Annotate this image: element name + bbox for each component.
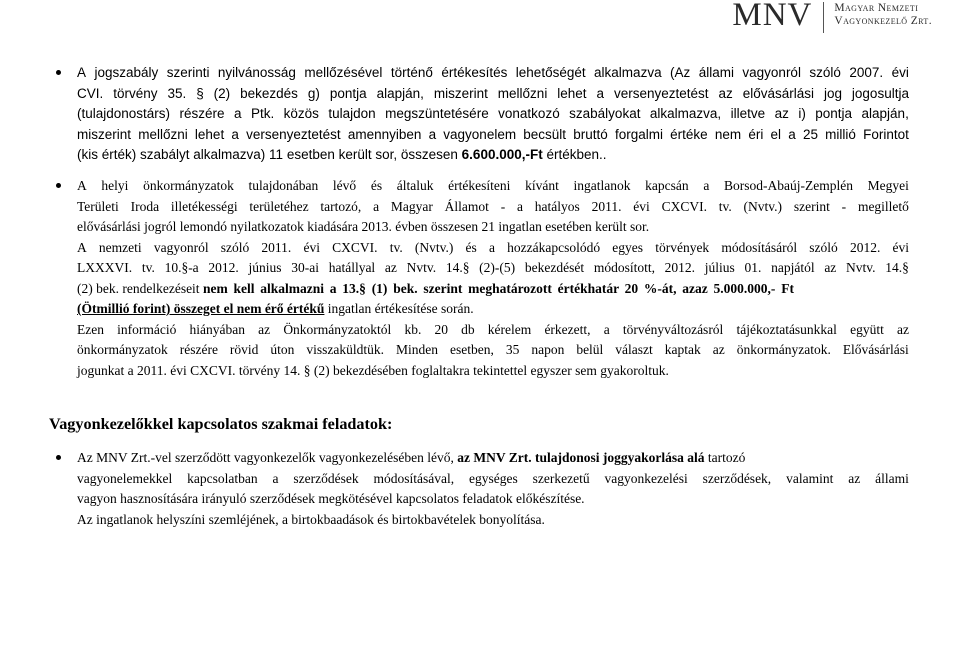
text-segment xyxy=(77,176,909,197)
word: vagyonról xyxy=(153,239,209,255)
word: miszerint xyxy=(433,85,488,101)
word: módosításával, xyxy=(373,470,455,486)
word: valamint xyxy=(786,470,834,486)
word: szóló xyxy=(809,239,838,255)
word: Ptk. xyxy=(250,106,275,121)
word: az xyxy=(848,470,861,486)
word: 25 xyxy=(802,126,818,142)
word: mellőzésével xyxy=(304,65,383,80)
text-line xyxy=(77,197,909,218)
text-line xyxy=(77,340,909,361)
word: az xyxy=(897,321,909,337)
word: hatállyal xyxy=(328,260,376,275)
word: önkormányzatok. xyxy=(736,342,831,357)
word: (2) xyxy=(213,85,231,101)
amount-bold: 6.600.000,-Ft xyxy=(461,147,543,162)
word: alkalmazva, xyxy=(649,106,722,121)
word: becsült xyxy=(523,126,567,142)
word: Ezen xyxy=(77,321,104,337)
word: bekezdését xyxy=(524,260,585,275)
section-heading: Vagyonkezelőkkel kapcsolatos szakmai feladatok: xyxy=(49,415,393,433)
word: az xyxy=(774,106,789,121)
word: állami xyxy=(698,65,734,80)
word: bekezdés xyxy=(240,85,298,101)
word: (Az xyxy=(670,65,691,80)
word: Magyar xyxy=(390,198,433,214)
word: db xyxy=(461,321,475,337)
bold-threshold-text: nem kell alkalmazni a 13.§ (1) bek. szerint meghatározott értékhatár 20 %-át, azaz 5.000.000,- Ft xyxy=(202,280,794,296)
word: (2)-(5) xyxy=(479,260,516,275)
word: Forintot xyxy=(863,126,909,142)
word: alkalmazva xyxy=(594,65,662,80)
word: közös xyxy=(283,106,319,121)
word: június xyxy=(248,260,282,275)
word: 35. xyxy=(167,85,187,101)
word: önkormányzatok xyxy=(77,342,168,357)
word: lehet xyxy=(194,126,225,142)
word: tájékoztatásunkkal xyxy=(736,321,837,337)
text-segment xyxy=(77,104,909,125)
word: mellőzni xyxy=(138,126,188,142)
text-line xyxy=(77,361,909,382)
word: hiányában xyxy=(189,321,246,337)
word: szóló xyxy=(220,239,250,255)
word: napjától xyxy=(771,260,815,275)
word: és xyxy=(370,178,383,193)
word: A xyxy=(77,239,87,255)
text-segment xyxy=(77,469,909,490)
word: esetben, xyxy=(450,342,494,357)
word: választ xyxy=(615,342,653,357)
text-segment: (kis érték) szabályt alkalmazva) 11 esetben került sor, összesen xyxy=(77,147,462,162)
word: vagyonelemekkel xyxy=(77,470,173,486)
word: évi xyxy=(891,65,909,80)
text-line xyxy=(77,104,909,125)
word: versenyeztetést xyxy=(246,126,341,142)
word: elővásárlási xyxy=(742,85,814,101)
text-line xyxy=(77,510,909,531)
text-segment xyxy=(77,320,909,341)
word: jogszabály xyxy=(94,65,159,80)
word: szerint xyxy=(793,198,830,214)
word: jogosultja xyxy=(851,85,909,101)
text-segment: Az MNV Zrt.-vel szerződött vagyonkezelők vagyonkezelésében lévő, xyxy=(77,450,458,465)
word: a xyxy=(517,198,523,214)
word: miszerint xyxy=(77,126,132,142)
word: Elővásárlási xyxy=(842,342,909,357)
word: kívánt xyxy=(525,178,559,193)
word: szerződések xyxy=(293,470,359,486)
word: a xyxy=(788,126,796,142)
word: évi xyxy=(633,198,650,214)
word: Borsod-Abaúj-Zemplén xyxy=(724,178,853,193)
word: részére xyxy=(179,106,225,121)
text-line xyxy=(77,145,909,166)
word: kb. xyxy=(404,321,422,337)
text-line xyxy=(77,217,909,238)
word: kapcsán xyxy=(645,178,689,193)
word: a xyxy=(703,178,710,193)
bold-underlined-text: (Ötmillió forint) összeget el nem érő értékű xyxy=(77,301,325,316)
bullet-dot xyxy=(56,183,61,188)
text-line xyxy=(77,489,909,510)
word: visszaküldtük. xyxy=(306,342,385,357)
word: egyes xyxy=(612,239,644,255)
word: évi xyxy=(892,239,909,255)
word: CXCVI. xyxy=(332,239,378,255)
word: a xyxy=(272,470,279,486)
word: vonatkozó xyxy=(498,106,560,121)
word: egységes xyxy=(469,470,518,486)
word: tulajdon xyxy=(328,106,376,121)
word: tartozó, xyxy=(320,198,362,214)
text-segment xyxy=(77,84,909,105)
word: (Nvtv.) xyxy=(414,239,454,255)
word: el xyxy=(770,126,782,142)
word: szerinti xyxy=(166,65,210,80)
word: alapján, xyxy=(861,106,909,121)
word: vagyonról xyxy=(742,65,801,80)
text-segment: tartozó xyxy=(704,450,746,465)
word: amennyiben xyxy=(347,126,422,142)
word: hatályos xyxy=(534,198,580,214)
word: nyilvánosság xyxy=(217,65,296,80)
word: pontja xyxy=(329,85,367,101)
word: 30-ai xyxy=(291,260,319,275)
text-line xyxy=(77,469,909,490)
word: értékesítés xyxy=(441,65,508,80)
word: mellőzni xyxy=(497,85,548,101)
list-item-text xyxy=(77,63,909,166)
text-line xyxy=(77,63,909,84)
word: érkezett, xyxy=(544,321,591,337)
word: önkormányzatok xyxy=(143,178,234,193)
text-line xyxy=(77,279,909,300)
text-segment xyxy=(77,197,909,218)
word: lehetőségét xyxy=(515,65,586,80)
word: A xyxy=(77,65,87,80)
word: § xyxy=(196,85,204,101)
mnv-logo xyxy=(732,0,932,33)
bullet-dot xyxy=(56,455,61,460)
word: illetékességi xyxy=(170,198,238,214)
word: 35 xyxy=(505,342,520,357)
word: és xyxy=(465,239,477,255)
word: éri xyxy=(748,126,764,142)
word: napon xyxy=(531,342,565,357)
text-segment: Az ingatlanok helyszíni szemléjének, a birtokbaadások és birtokbavételek bonyolítása. xyxy=(77,511,545,527)
word: CXCVI. xyxy=(661,198,707,214)
word: kérelem xyxy=(487,321,532,337)
word: tv. xyxy=(141,260,155,275)
word: a xyxy=(233,106,242,121)
logo-divider xyxy=(823,2,824,33)
word: tulajdonában xyxy=(248,178,319,193)
word: Nvtv. xyxy=(846,260,876,275)
word: nem xyxy=(714,126,742,142)
word: megszüntetésére xyxy=(385,106,489,121)
word: 14.§ xyxy=(445,260,470,275)
word: az xyxy=(258,321,271,337)
word: Önkormányzatoktól xyxy=(283,321,392,337)
word: úton xyxy=(270,342,295,357)
word: szerződések, xyxy=(702,470,772,486)
word: versenyeztetést xyxy=(613,85,709,101)
word: szerkezetű xyxy=(532,470,590,486)
word: 2012. xyxy=(664,260,696,275)
logo-mark: MNV xyxy=(732,0,813,33)
word: jog xyxy=(823,85,842,101)
word: millió xyxy=(825,126,856,142)
text-segment xyxy=(77,238,909,259)
word: az xyxy=(718,85,733,101)
word: törvény xyxy=(113,85,158,101)
word: a xyxy=(603,321,610,337)
word: az xyxy=(712,342,725,357)
text-segment xyxy=(77,63,909,84)
word: értékesíteni xyxy=(448,178,511,193)
list-item-text xyxy=(77,448,909,530)
text-line xyxy=(77,258,909,279)
word: i) xyxy=(798,106,806,121)
text-line xyxy=(77,238,909,259)
word: 2011. xyxy=(591,198,622,214)
word: 2012. xyxy=(208,260,239,275)
text-segment: értékben.. xyxy=(542,147,607,162)
word: Területi xyxy=(77,198,119,214)
word: törvényváltozásról xyxy=(622,321,724,337)
word: helyi xyxy=(101,178,129,193)
word: tv. xyxy=(389,239,403,255)
word: (Nvtv.) xyxy=(743,198,783,214)
logo-line-2: Vagyonkezelő Zrt. xyxy=(834,15,932,27)
text-line xyxy=(77,176,909,197)
word: az xyxy=(384,260,397,275)
word: általuk xyxy=(396,178,434,193)
text-line xyxy=(77,125,909,146)
word: belül xyxy=(576,342,604,357)
word: módosításáról xyxy=(721,239,798,255)
word: kaptak xyxy=(664,342,701,357)
word: alapján, xyxy=(376,85,424,101)
word: módosított, xyxy=(593,260,655,275)
word: tv. xyxy=(718,198,732,214)
word: illetve xyxy=(730,106,766,121)
word: Megyei xyxy=(867,178,909,193)
word: az xyxy=(824,260,837,275)
word: július xyxy=(704,260,735,275)
logo-line-1: Magyar Nemzeti xyxy=(834,2,919,14)
word: - xyxy=(500,198,506,214)
text-segment: jogunkat a 2011. évi CXCVI. törvény 14. § (2) bekezdésében foglaltakra tekintettel egyszer sem gyakoroltuk. xyxy=(77,362,669,378)
word: A xyxy=(77,178,87,193)
word: nemzeti xyxy=(98,239,142,255)
word: 01. xyxy=(744,260,762,275)
word: információ xyxy=(117,321,177,337)
word: szóló xyxy=(809,65,841,80)
logo-company-name xyxy=(834,0,932,28)
word: ingatlanok xyxy=(573,178,631,193)
word: 20 xyxy=(434,321,448,337)
word: a xyxy=(428,126,437,142)
word: Iroda xyxy=(130,198,160,214)
word: Államot xyxy=(444,198,489,214)
word: vagyonkezelési xyxy=(604,470,688,486)
text-segment: vagyon hasznosítására irányuló szerződések megkötésével kapcsolatos feladatok előkészítése. xyxy=(77,491,585,506)
word: g) xyxy=(307,85,320,101)
word: évi xyxy=(303,239,320,255)
text-segment: ingatlan értékesítése során. xyxy=(324,301,474,316)
text-segment: elővásárlási jogról lemondó nyilatkozatok kiadására 2013. évben összesen 21 ingatlan esetében került sor. xyxy=(77,219,650,234)
word: történő xyxy=(390,65,433,80)
word: pontja xyxy=(815,106,853,121)
word: a xyxy=(231,126,239,142)
text-line xyxy=(77,299,909,320)
word: együtt xyxy=(850,321,884,337)
text-segment: (2) bek. rendelkezéseit xyxy=(77,280,203,296)
list-item-text xyxy=(77,176,909,381)
word: CVI. xyxy=(77,85,104,101)
word: vagyonelem xyxy=(443,126,517,142)
word: 2011. xyxy=(261,239,292,255)
word: értéke xyxy=(670,126,708,142)
text-segment xyxy=(77,258,909,279)
word: hozzákapcsolódó xyxy=(507,239,601,255)
word: 2012. xyxy=(849,239,881,255)
word: bruttó xyxy=(573,126,608,142)
word: területéhez xyxy=(249,198,309,214)
word: rövid xyxy=(229,342,259,357)
bullet-dot xyxy=(56,70,61,75)
word: forgalmi xyxy=(614,126,663,142)
word: 2007. xyxy=(849,65,884,80)
word: kapcsolatban xyxy=(187,470,258,486)
text-line xyxy=(77,84,909,105)
text-segment xyxy=(77,340,909,361)
word: szabályokat xyxy=(569,106,641,121)
text-line xyxy=(77,320,909,341)
word: (tulajdonostárs) xyxy=(77,106,171,121)
text-line xyxy=(77,448,909,469)
word: a xyxy=(596,85,605,101)
word: Minden xyxy=(396,342,439,357)
word: - xyxy=(841,198,847,214)
word: a xyxy=(488,239,495,255)
bold-text: az MNV Zrt. tulajdonosi joggyakorlása alá xyxy=(457,450,705,465)
word: 14.§ xyxy=(885,260,909,275)
word: lehet xyxy=(557,85,587,101)
word: LXXXVI. xyxy=(77,260,133,275)
word: a xyxy=(373,198,380,214)
word: törvények xyxy=(655,239,710,255)
word: megillető xyxy=(857,198,909,214)
text-segment xyxy=(77,125,909,146)
word: lévő xyxy=(332,178,357,193)
word: 10.§-a xyxy=(164,260,199,275)
word: Nvtv. xyxy=(406,260,437,275)
word: állami xyxy=(875,470,909,486)
word: részére xyxy=(179,342,218,357)
